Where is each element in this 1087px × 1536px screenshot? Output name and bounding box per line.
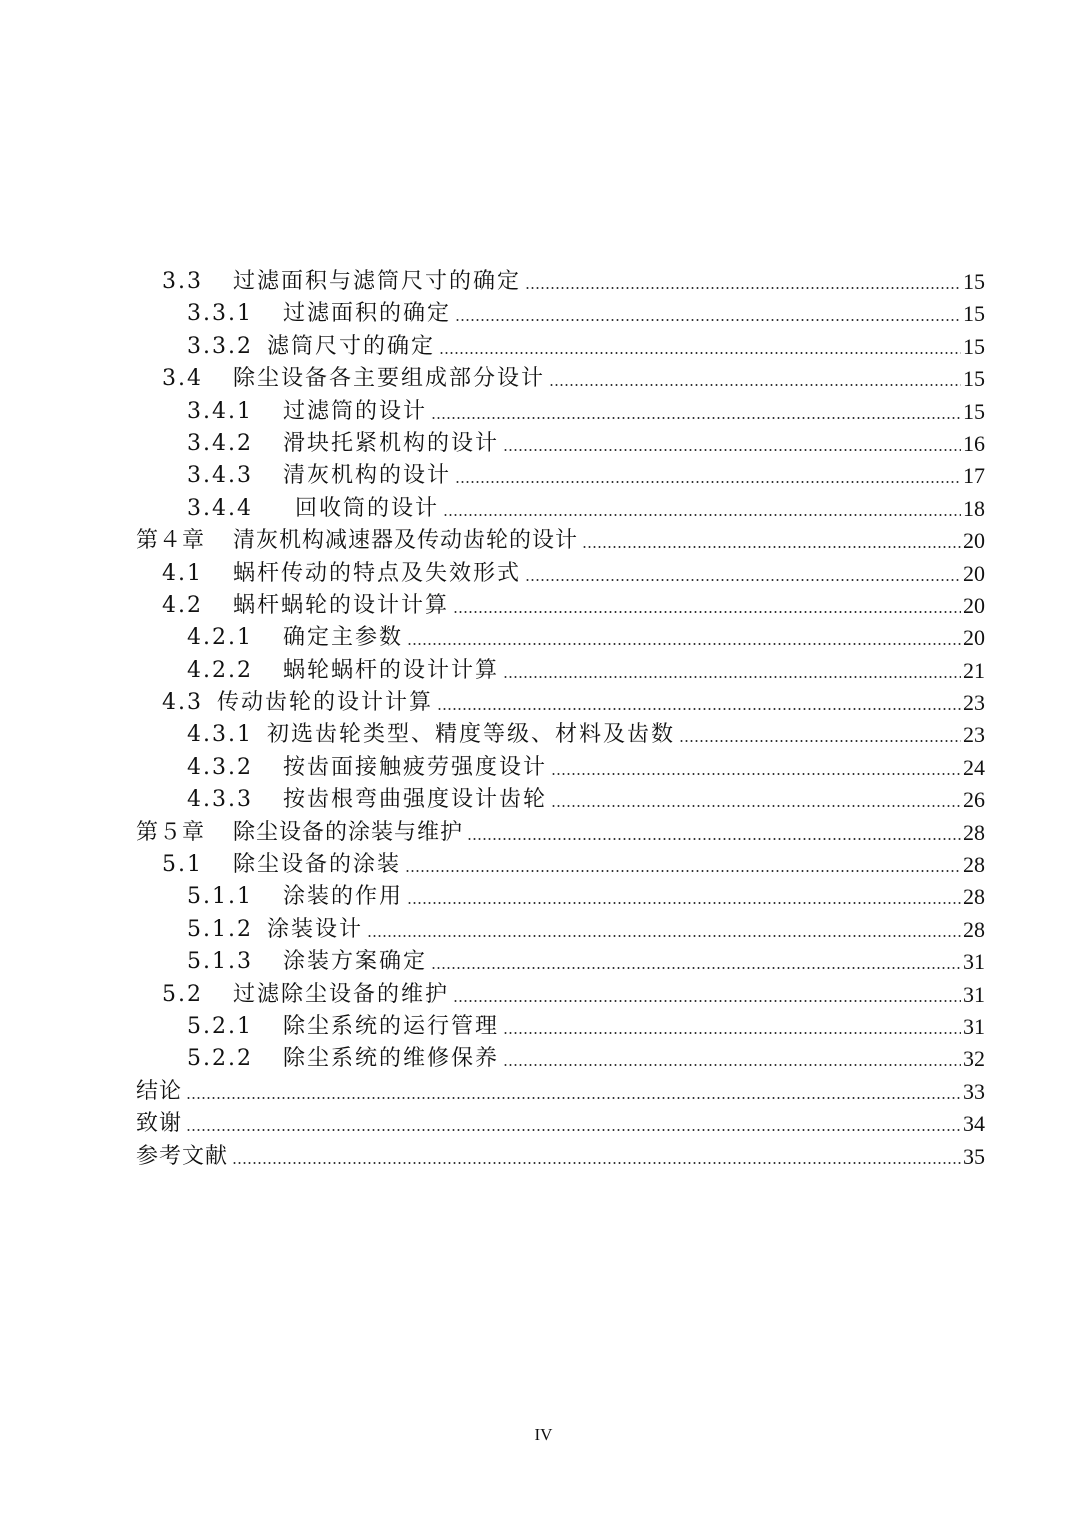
toc-entry-title: 滑块托紧机构的设计	[282, 430, 499, 456]
toc-entry-link[interactable]	[136, 1108, 985, 1140]
toc-entry-number: 5.2.2	[187, 1046, 253, 1072]
toc-entry-title: 蜗杆传动的特点及失效形式	[233, 560, 522, 586]
page-number-footer: IV	[534, 1425, 553, 1444]
toc-entry-title: 初选齿轮类型、精度等级、材料及齿数	[266, 722, 675, 748]
toc-row	[0, 719, 1087, 751]
toc-row	[0, 590, 1087, 622]
toc-row	[0, 946, 1087, 978]
toc-row	[0, 266, 1087, 298]
toc-entry-title: 过滤面积的确定	[282, 301, 451, 327]
toc-entry-page: 20	[963, 528, 985, 554]
toc-entry-number: 3.3	[162, 269, 203, 294]
toc-entry-page: 15	[963, 269, 985, 294]
toc-entry-page: 28	[963, 852, 985, 878]
toc-entry-link[interactable]	[187, 784, 985, 816]
toc-entry-number: 4.3.3	[187, 787, 253, 813]
toc-row	[0, 298, 1087, 330]
toc-entry-page: 34	[963, 1111, 985, 1137]
dot-leader	[467, 838, 961, 840]
dot-leader	[431, 967, 961, 969]
toc-row	[0, 655, 1087, 687]
toc-entry-page: 17	[963, 463, 985, 489]
toc-entry-page: 32	[963, 1046, 985, 1072]
dot-leader	[679, 740, 961, 742]
toc-entry-link[interactable]	[187, 655, 985, 687]
toc-entry-number: 3.4.4	[187, 495, 253, 521]
toc-entry-title: 除尘系统的运行管理	[282, 1013, 499, 1039]
toc-entry-number: 5.1.3	[187, 949, 253, 975]
toc-entry-link[interactable]	[136, 817, 985, 849]
toc-entry-page: 20	[963, 560, 985, 586]
toc-entry-number: 5.2	[162, 981, 203, 1007]
dot-leader	[443, 514, 961, 516]
toc-row	[0, 428, 1087, 460]
toc-entry-title: 滤筒尺寸的确定	[266, 333, 435, 359]
toc-entry-link[interactable]	[162, 558, 985, 590]
toc-entry-title: 回收筒的设计	[294, 495, 439, 521]
dot-leader	[453, 611, 961, 613]
dot-leader	[551, 805, 961, 807]
toc-entry-number: 第４章	[136, 528, 206, 554]
toc-row	[0, 460, 1087, 492]
toc-entry-link[interactable]	[136, 1141, 985, 1173]
toc-entry-title: 结论	[136, 1078, 183, 1104]
toc-entry-page: 15	[963, 301, 985, 327]
toc-entry-page: 18	[963, 495, 985, 521]
toc-entry-title: 过滤除尘设备的维护	[233, 981, 450, 1007]
toc-entry-page: 35	[963, 1143, 985, 1169]
toc-row	[0, 881, 1087, 913]
toc-entry-page: 26	[963, 787, 985, 813]
toc-entry-link[interactable]	[162, 266, 985, 298]
dot-leader	[232, 1162, 961, 1164]
toc-entry-number: 3.4	[162, 366, 203, 392]
toc-entry-link[interactable]	[162, 363, 985, 395]
dot-leader	[455, 481, 961, 483]
dot-leader	[503, 676, 961, 678]
toc-entry-title: 过滤面积与滤筒尺寸的确定	[233, 269, 522, 294]
dot-leader	[525, 287, 961, 289]
dot-leader	[186, 1097, 961, 1099]
toc-row	[0, 1141, 1087, 1173]
dot-leader	[503, 449, 961, 451]
toc-row	[0, 525, 1087, 557]
toc-entry-number: 5.1.2	[187, 916, 253, 942]
toc-entry-link[interactable]	[187, 914, 985, 946]
toc-entry-number: 4.3.1	[187, 722, 253, 748]
toc-entry-page: 33	[963, 1078, 985, 1104]
toc-entry-page: 23	[963, 722, 985, 748]
table-of-contents	[0, 266, 1087, 1173]
dot-leader	[525, 579, 961, 581]
toc-entry-number: 5.2.1	[187, 1013, 253, 1039]
dot-leader	[455, 319, 961, 321]
dot-leader	[186, 1129, 961, 1131]
toc-row	[0, 1043, 1087, 1075]
dot-leader	[407, 643, 961, 645]
toc-entry-link[interactable]	[187, 298, 985, 330]
toc-entry-number: 4.3	[162, 690, 203, 716]
toc-row	[0, 1011, 1087, 1043]
toc-entry-title: 涂装设计	[266, 916, 363, 942]
dot-leader	[551, 773, 961, 775]
toc-entry-number: 3.4.1	[187, 398, 253, 424]
toc-entry-title: 参考文献	[136, 1143, 229, 1169]
toc-entry-link[interactable]	[162, 979, 985, 1011]
toc-entry-page: 23	[963, 690, 985, 716]
toc-entry-title: 除尘设备的涂装与维护	[233, 819, 464, 845]
toc-entry-title: 过滤筒的设计	[282, 398, 427, 424]
toc-row	[0, 331, 1087, 363]
toc-entry-title: 确定主参数	[282, 625, 403, 651]
toc-entry-link[interactable]	[187, 752, 985, 784]
toc-entry-link[interactable]	[136, 525, 985, 557]
toc-entry-number: 第５章	[136, 819, 206, 845]
toc-entry-number: 4.2.2	[187, 657, 253, 683]
toc-entry-page: 28	[963, 819, 985, 845]
toc-entry-link[interactable]	[162, 849, 985, 881]
toc-entry-title: 涂装方案确定	[282, 949, 427, 975]
dot-leader	[582, 546, 961, 548]
toc-entry-title: 清灰机构减速器及传动齿轮的设计	[233, 528, 579, 554]
toc-entry-link[interactable]	[187, 946, 985, 978]
toc-entry-link[interactable]	[162, 590, 985, 622]
dot-leader	[549, 384, 961, 386]
dot-leader	[503, 1032, 961, 1034]
dot-leader	[367, 935, 961, 937]
toc-entry-link[interactable]	[187, 719, 985, 751]
toc-entry-title: 涂装的作用	[282, 884, 403, 910]
toc-entry-number: 3.4.3	[187, 463, 253, 489]
toc-entry-page: 24	[963, 754, 985, 780]
toc-entry-number: 5.1	[162, 852, 203, 878]
toc-row	[0, 752, 1087, 784]
toc-entry-page: 15	[963, 398, 985, 424]
toc-entry-page: 20	[963, 625, 985, 651]
toc-entry-page: 15	[963, 366, 985, 392]
dot-leader	[407, 902, 961, 904]
toc-entry-number: 5.1.1	[187, 884, 253, 910]
toc-entry-title: 蜗杆蜗轮的设计计算	[233, 592, 450, 618]
toc-entry-number: 3.3.1	[187, 301, 253, 327]
toc-entry-link[interactable]	[187, 331, 985, 363]
toc-entry-number: 3.3.2	[187, 333, 253, 359]
toc-row	[0, 817, 1087, 849]
toc-entry-page: 28	[963, 916, 985, 942]
toc-entry-page: 15	[963, 333, 985, 359]
toc-row	[0, 979, 1087, 1011]
toc-entry-number: 3.4.2	[187, 430, 253, 456]
dot-leader	[503, 1064, 961, 1066]
toc-entry-title: 传动齿轮的设计计算	[217, 690, 434, 716]
toc-row	[0, 784, 1087, 816]
toc-entry-title: 致谢	[136, 1111, 183, 1137]
toc-entry-link[interactable]	[187, 460, 985, 492]
dot-leader	[405, 870, 961, 872]
toc-entry-page: 31	[963, 949, 985, 975]
toc-entry-number: 4.2	[162, 592, 203, 618]
dot-leader	[437, 708, 961, 710]
toc-row	[0, 1108, 1087, 1140]
toc-entry-page: 31	[963, 1013, 985, 1039]
toc-row	[0, 1076, 1087, 1108]
toc-entry-title: 除尘设备各主要组成部分设计	[233, 366, 546, 392]
toc-row	[0, 493, 1087, 525]
toc-row	[0, 396, 1087, 428]
toc-entry-link[interactable]	[187, 1043, 985, 1075]
toc-entry-link[interactable]	[187, 396, 985, 428]
toc-row	[0, 914, 1087, 946]
toc-entry-link[interactable]	[136, 1076, 985, 1108]
toc-entry-link[interactable]	[187, 428, 985, 460]
toc-row	[0, 558, 1087, 590]
toc-entry-page: 20	[963, 592, 985, 618]
toc-entry-title: 除尘设备的涂装	[233, 852, 402, 878]
toc-row	[0, 687, 1087, 719]
toc-entry-link[interactable]	[187, 1011, 985, 1043]
toc-entry-page: 16	[963, 430, 985, 456]
toc-entry-title: 蜗轮蜗杆的设计计算	[282, 657, 499, 683]
toc-entry-number: 4.2.1	[187, 625, 253, 651]
toc-entry-link[interactable]	[187, 881, 985, 913]
toc-entry-page: 31	[963, 981, 985, 1007]
dot-leader	[431, 417, 961, 419]
toc-row	[0, 363, 1087, 395]
toc-entry-link[interactable]	[187, 622, 985, 654]
toc-entry-title: 按齿面接触疲劳强度设计	[282, 754, 547, 780]
toc-entry-title: 按齿根弯曲强度设计齿轮	[282, 787, 547, 813]
toc-entry-page: 21	[963, 657, 985, 683]
dot-leader	[453, 1000, 961, 1002]
toc-row	[0, 622, 1087, 654]
toc-entry-link[interactable]	[162, 687, 985, 719]
toc-entry-page: 28	[963, 884, 985, 910]
toc-entry-link[interactable]	[187, 493, 985, 525]
toc-entry-title: 清灰机构的设计	[282, 463, 451, 489]
toc-entry-title: 除尘系统的维修保养	[282, 1046, 499, 1072]
dot-leader	[439, 352, 961, 354]
toc-row	[0, 849, 1087, 881]
toc-entry-number: 4.1	[162, 560, 203, 586]
toc-entry-number: 4.3.2	[187, 754, 253, 780]
